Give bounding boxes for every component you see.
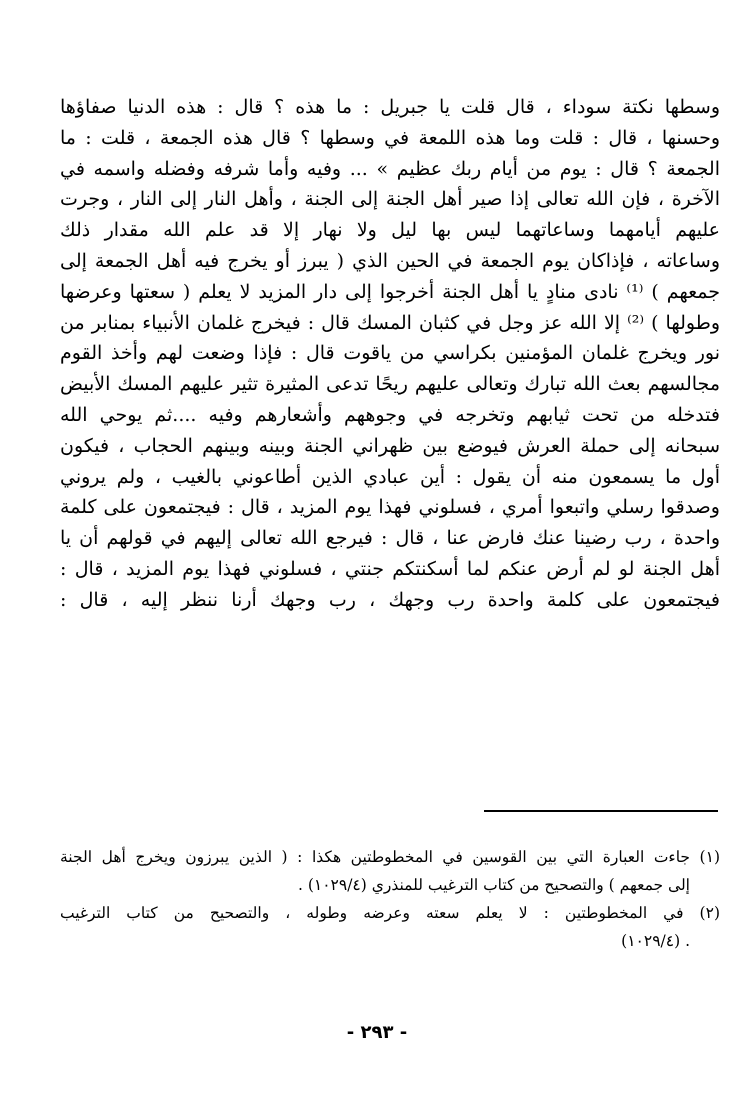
text-line: الجمعة ؟ قال : يوم من أيام ربك عظيم » ... وفيه وأما شرفه وفضله واسمه في: [60, 157, 720, 180]
text-line: وسطها نكتة سوداء ، قال قلت يا جبريل : ما هذه ؟ قال : هذه الدنيا صفاؤها: [60, 96, 720, 118]
text-line: فتدخله من تحت ثيابهم وتخرجه في وجوههم وأشعارهم وفيه ....ثم يوحي الله: [60, 403, 720, 426]
footnote-line: . (١٠٢٩/٤): [621, 932, 690, 950]
main-text: [60, 92, 720, 616]
footnote-line: إلى جمعهم ) والتصحيح من كتاب الترغيب للمنذري (١٠٢٩/٤) .: [297, 876, 690, 894]
text-line: الآخرة ، فإن الله تعالى إذا صير أهل الجنة إلى الجنة ، وأهل النار إلى النار ، وجرت: [60, 188, 720, 211]
page-number: - ٢٩٣ -: [346, 1022, 408, 1043]
text-line: فيجتمعون على كلمة واحدة رب وجهك ، رب وجهك أرنا ننظر إليه ، قال :: [60, 588, 720, 611]
text-line: سبحانه إلى حملة العرش فيوضع بين ظهراني الجنة وبينه وبينهم الحجاب ، فيكون: [60, 434, 720, 457]
footnote-2: [60, 899, 720, 955]
text-line: وطولها ) ⁽²⁾ إلا الله عز وجل في كثبان المسك قال : فيخرج غلمان الأنبياء بمنابر من: [60, 311, 720, 334]
text-line: أهل الجنة لو لم أرض عنكم لما أسكنتكم جنتي ، فسلوني فهذا يوم المزيد ، قال :: [60, 557, 720, 580]
footnotes: [60, 843, 720, 955]
text-line: عليهم أيامهما وساعاتهما ليس بها ليل ولا نهار إلا قد علم الله مقدار ذلك: [60, 219, 720, 242]
footnote-line: (١) جاءت العبارة التي بين القوسين في المخطوطتين هكذا : ( الذين يبرزون ويخرج أهل الجنة: [60, 848, 720, 866]
text-line: مجالسهم بعث الله تبارك وتعالى عليهم ريحًا تدعى المثيرة تثير عليهم المسك الأبيض: [60, 373, 720, 396]
footnote-separator: [484, 810, 718, 812]
text-line: وساعاته ، فإذاكان يوم الجمعة في الحين الذي ( يبرز أو يخرج فيه أهل الجمعة إلى: [60, 249, 720, 272]
text-line: جمعهم ) ⁽¹⁾ نادى منادٍ يا أهل الجنة أخرجوا إلى دار المزيد لا يعلم ( سعتها وعرضها: [60, 280, 720, 303]
text-line: وصدقوا رسلي واتبعوا أمري ، فسلوني فهذا يوم المزيد ، قال : فيجتمعون على كلمة: [60, 496, 720, 519]
footnote-line: (٢) في المخطوطتين : لا يعلم سعته وعرضه وطوله ، والتصحيح من كتاب الترغيب: [60, 904, 720, 922]
text-line: أول ما يسمعون منه أن يقول : أين عبادي الذين أطاعوني بالغيب ، ولم يروني: [60, 465, 720, 488]
text-line: نور ويخرج غلمان المؤمنين بكراسي من ياقوت قال : فإذا وضعت لهم وأخذ القوم: [60, 342, 720, 365]
text-line: واحدة ، رب رضينا عنك فارض عنا ، قال : فيرجع الله تعالى إليهم في قولهم أن يا: [60, 527, 720, 550]
text-line: وحسنها ، قال : قلت وما هذه اللمعة في وسطها ؟ قال هذه الجمعة ، قلت : ما: [60, 126, 720, 149]
footnote-1: [60, 843, 720, 899]
